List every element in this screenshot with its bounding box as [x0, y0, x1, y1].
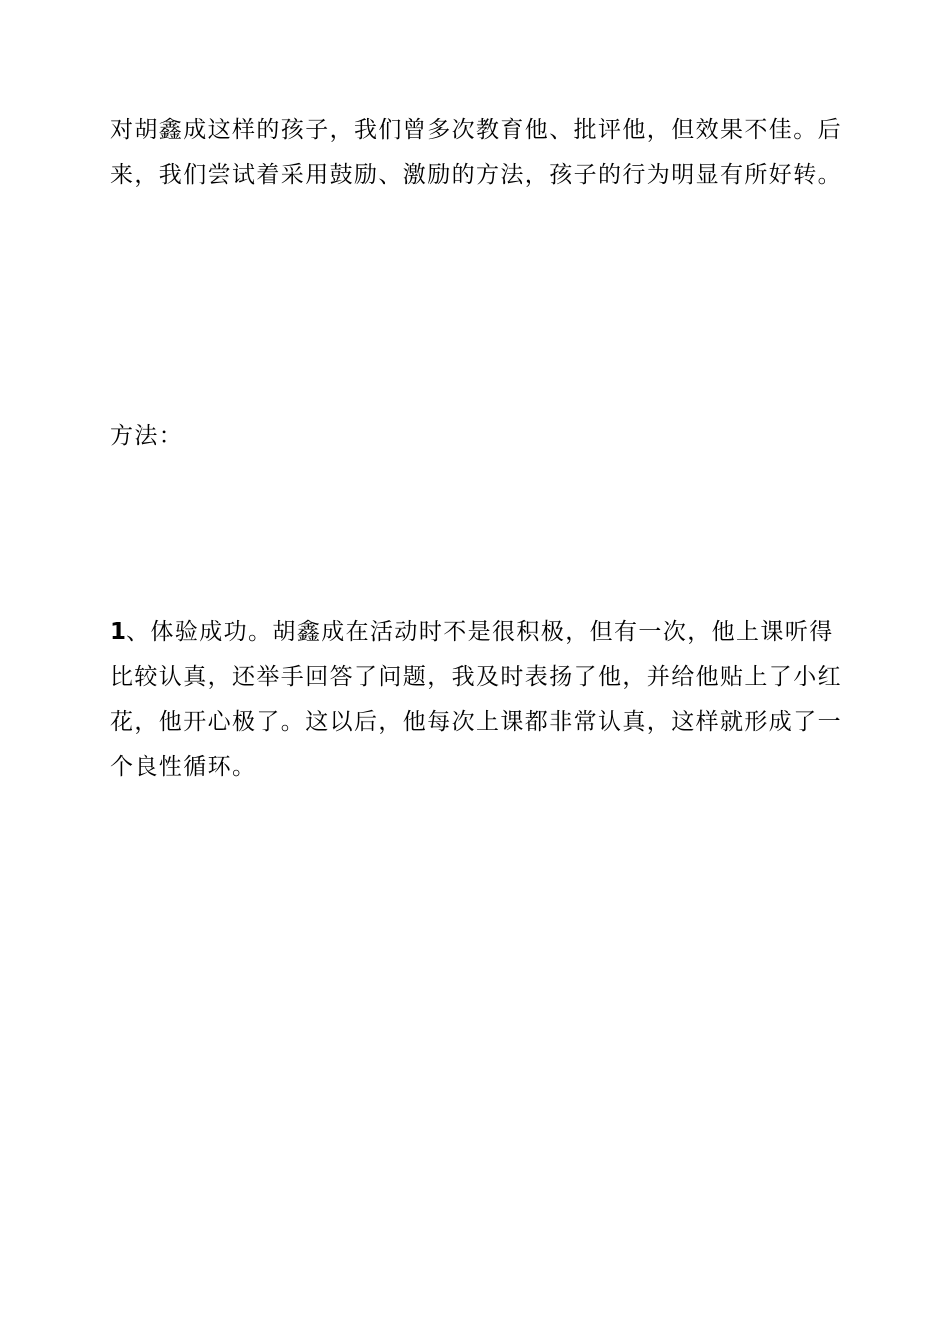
list-item-1 — [110, 610, 855, 790]
list-item-text: 、体验成功。胡鑫成在活动时不是很积极，但有一次，他上课听得比较认真，还举手回答了问题，我及时表扬了他，并给他贴上了小红花，他开心极了。这以后，他每次上课都非常认真，这样就形成了一个良性循环。 — [110, 619, 842, 780]
heading-method: 方法： — [110, 423, 184, 449]
list-item-number: 1 — [110, 619, 127, 645]
paragraph-intro: 对胡鑫成这样的孩子，我们曾多次教育他、批评他，但效果不佳。后来，我们尝试着采用鼓励、激励的方法，孩子的行为明显有所好转。 — [110, 117, 842, 188]
